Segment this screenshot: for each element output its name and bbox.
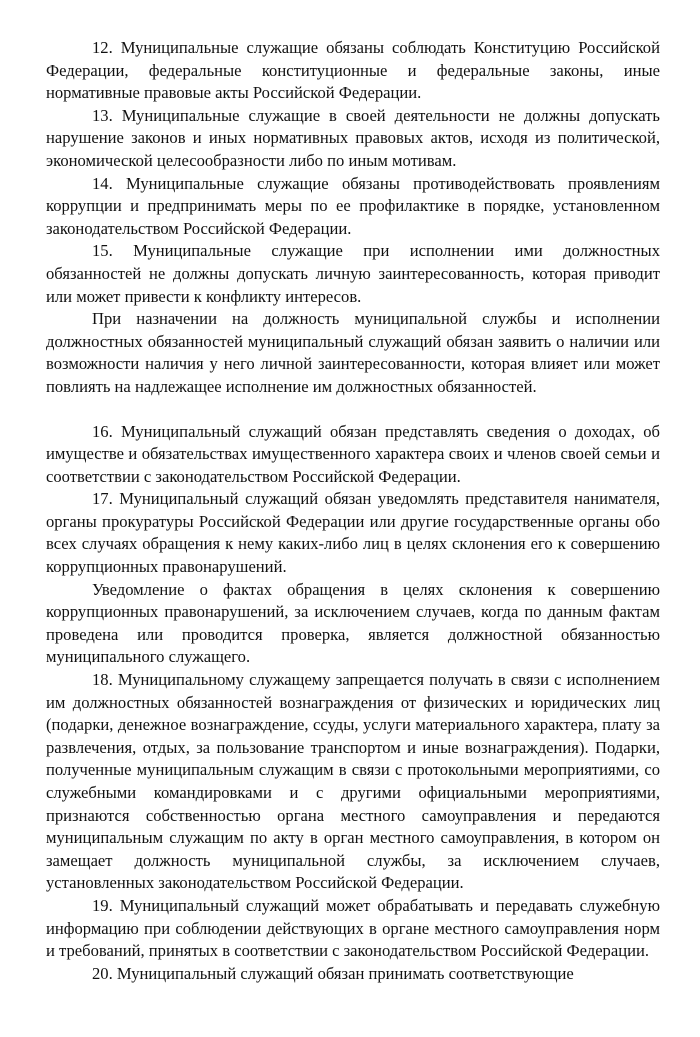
paragraph-20: 20. Муниципальный служащий обязан принимать соответствующие [92, 963, 574, 983]
paragraph-18: 18. Муниципальному служащему запрещается получать в связи с исполнением им должностных обязанностей вознаграждения от физических и юридических лиц (подарки, денежное вознаграждение, ссуды, услуги материального характера, плату за развлечения, отдых, за пользование транспортом и иные вознаграждения). Подарки, полученные муниципальным служащим в связи с протокольными мероприятиями, со служебными командировками и с другими официальными мероприятиями, признаются собственностью органа местного самоуправления и передаются муниципальным служащим по акту в орган местного самоуправления, в котором он замещает должность муниципальной службы, за исключением случаев, установленных законодательством Российской Федерации. [46, 670, 660, 893]
paragraph-16: 16. Муниципальный служащий обязан представлять сведения о доходах, об имуществе и обязательствах имущественного характера своих и членов своей семьи и соответствии с законодательством Российской Федерации. [46, 421, 660, 486]
paragraph-13: 13. Муниципальные служащие в своей деятельности не должны допускать нарушение законов и иных нормативных правовых актов, исходя из политической, экономической целесообразности либо по иным мотивам. [46, 105, 660, 170]
document-page [46, 37, 660, 985]
paragraph-14: 14. Муниципальные служащие обязаны противодействовать проявлениям коррупции и предпринимать меры по ее профилактике в порядке, установленном законодательством Российской Федерации. [46, 173, 660, 238]
paragraph-12: 12. Муниципальные служащие обязаны соблюдать Конституцию Российской Федерации, федеральные конституционные и федеральные законы, иные нормативные правовые акты Российской Федерации. [46, 38, 660, 103]
paragraph-17-continuation: Уведомление о фактах обращения в целях склонения к совершению коррупционных правонарушений, за исключением случаев, когда по данным фактам проведена или проводится проверка, является должностной обязанностью муниципального служащего. [46, 579, 660, 667]
paragraph-15: 15. Муниципальные служащие при исполнении ими должностных обязанностей не должны допускать личную заинтересованность, которая приводит или может привести к конфликту интересов. [46, 241, 660, 306]
paragraph-17: 17. Муниципальный служащий обязан уведомлять представителя нанимателя, органы прокуратуры Российской Федерации или другие государственные органы обо всех случаях обращения к нему каких-либо лиц в целях склонения его к совершению коррупционных правонарушений. [46, 489, 660, 577]
paragraph-15-continuation: При назначении на должность муниципальной службы и исполнении должностных обязанностей муниципальный служащий обязан заявить о наличии или возможности наличия у него личной заинтересованности, которая влияет или может повлиять на надлежащее исполнение им должностных обязанностей. [46, 309, 660, 396]
paragraph-19: 19. Муниципальный служащий может обрабатывать и передавать служебную информацию при соблюдении действующих в органе местного самоуправления норм и требований, принятых в соответствии с законодательством Российской Федерации. [46, 895, 660, 961]
